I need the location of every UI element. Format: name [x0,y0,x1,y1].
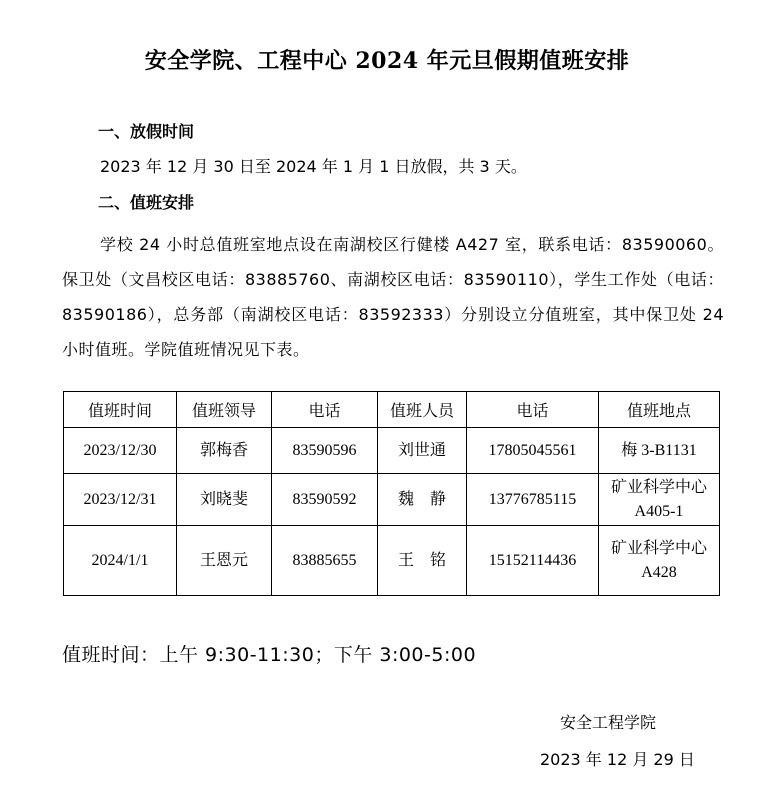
section-2-text: 学校 24 小时总值班室地点设在南湖校区行健楼 A427 室，联系电话：83590060。保卫处（文昌校区电话：83885760、南湖校区电话：83590110），学生工作处（电话：83590186），总务部（南湖校区电话：83592333）分别设立分值班室，其中保卫处 24 小时值班。学院值班情况见下表。 [62,235,724,359]
cell-staff: 王 铭 [378,526,467,596]
section-1-heading: 一、放假时间 [98,122,195,141]
cell-leader: 刘晓斐 [177,474,272,526]
cell-staff-phone: 13776785115 [467,474,599,526]
cell-staff: 魏 静 [378,474,467,526]
table-header-row [64,392,720,428]
cell-staff: 刘世通 [378,428,467,474]
cell-date: 2023/12/30 [64,428,177,474]
cell-location: 梅 3-B1131 [599,428,720,474]
cell-location: 矿业科学中心 A428 [599,526,720,596]
cell-date: 2023/12/31 [64,474,177,526]
table-row [64,526,720,596]
cell-staff-phone: 17805045561 [467,428,599,474]
duty-hours: 值班时间：上午 9:30-11:30；下午 3:00-5:00 [62,644,477,666]
cell-leader-phone: 83590596 [272,428,378,474]
header-duty-time: 值班时间 [64,392,177,428]
cell-leader: 王恩元 [177,526,272,596]
duty-table [63,391,720,596]
header-duty-staff: 值班人员 [378,392,467,428]
cell-leader-phone: 83885655 [272,526,378,596]
header-staff-phone: 电话 [467,392,599,428]
cell-leader: 郭梅香 [177,428,272,474]
header-leader-phone: 电话 [272,392,378,428]
section-1-text: 2023 年 12 月 30 日至 2024 年 1 月 1 日放假，共 3 天。 [100,157,527,176]
table-row [64,428,720,474]
cell-location: 矿业科学中心 A405-1 [599,474,720,526]
document-title: 安全学院、工程中心 2024 年元旦假期值班安排 [144,48,630,74]
signature-date: 2023 年 12 月 29 日 [540,750,695,769]
table-row [64,474,720,526]
header-duty-leader: 值班领导 [177,392,272,428]
cell-leader-phone: 83590592 [272,474,378,526]
header-duty-location: 值班地点 [599,392,720,428]
cell-staff-phone: 15152114436 [467,526,599,596]
section-2-heading: 二、值班安排 [98,193,195,212]
signature-organization: 安全工程学院 [560,713,657,732]
cell-date: 2024/1/1 [64,526,177,596]
